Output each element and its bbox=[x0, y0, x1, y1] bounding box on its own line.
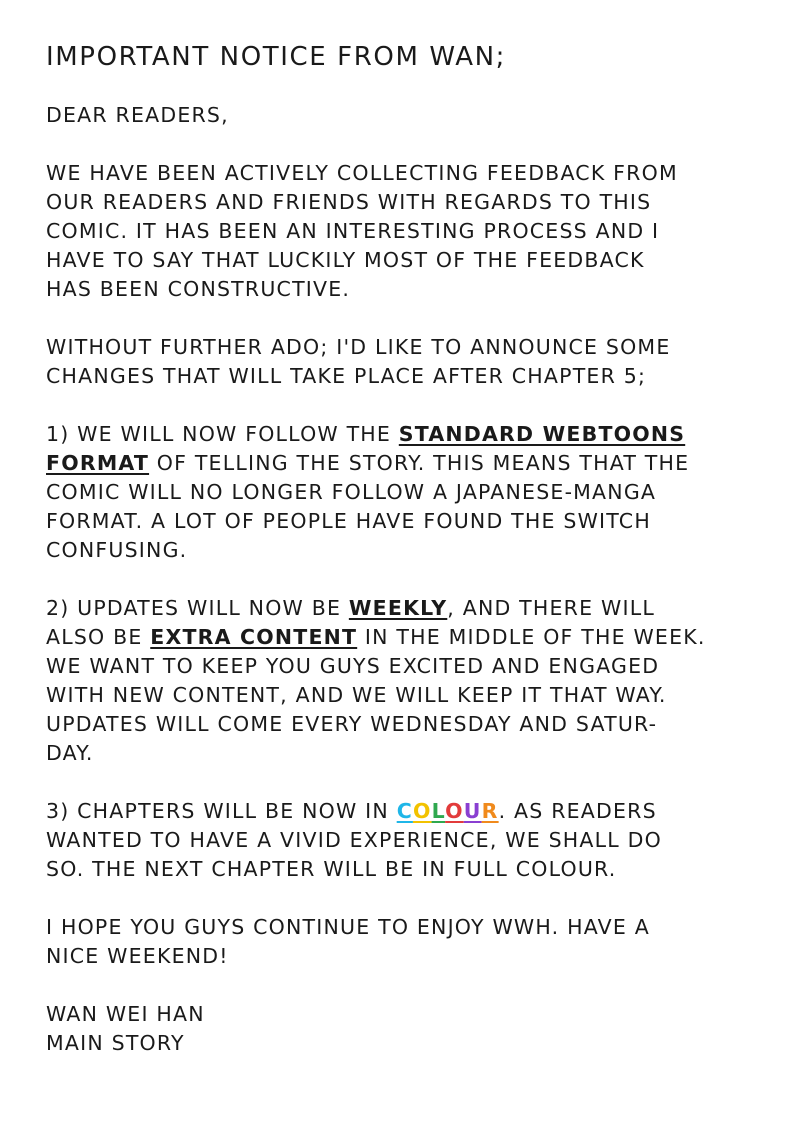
text-line: WANTED TO HAVE A VIVID EXPERIENCE, WE SHALL DO bbox=[46, 828, 662, 852]
text-line: FORMAT. A LOT OF PEOPLE HAVE FOUND THE SWITCH bbox=[46, 509, 651, 533]
text-line: HAVE TO SAY THAT LUCKILY MOST OF THE FEEDBACK bbox=[46, 248, 645, 272]
salutation: DEAR READERS, bbox=[46, 103, 229, 127]
change-item-1 bbox=[46, 420, 766, 565]
colour-letter: U bbox=[463, 799, 482, 823]
change-item-3 bbox=[46, 797, 766, 884]
text-segment: . AS READERS bbox=[498, 799, 657, 823]
change-item-2 bbox=[46, 594, 766, 768]
text-line: CHANGES THAT WILL TAKE PLACE AFTER CHAPTER 5; bbox=[46, 364, 647, 388]
text-line bbox=[46, 449, 766, 478]
text-line: CONFUSING. bbox=[46, 538, 188, 562]
text-segment: OF TELLING THE STORY. THIS MEANS THAT THE bbox=[149, 451, 690, 475]
colour-letter: O bbox=[445, 799, 464, 823]
colour-letter: O bbox=[412, 799, 432, 823]
text-line: OUR READERS AND FRIENDS WITH REGARDS TO THIS bbox=[46, 190, 652, 214]
highlight-colour bbox=[397, 799, 499, 823]
text-segment: 2) UPDATES WILL NOW BE bbox=[46, 596, 349, 620]
text-line: I HOPE YOU GUYS CONTINUE TO ENJOY WWH. HAVE A bbox=[46, 915, 650, 939]
text-line: NICE WEEKEND! bbox=[46, 944, 229, 968]
text-line: SO. THE NEXT CHAPTER WILL BE IN FULL COLOUR. bbox=[46, 857, 617, 881]
text-line bbox=[46, 623, 766, 652]
paragraph-closing bbox=[46, 913, 766, 971]
text-line: COMIC. IT HAS BEEN AN INTERESTING PROCESS AND I bbox=[46, 219, 660, 243]
colour-letter: L bbox=[431, 799, 446, 823]
signature-name: WAN WEI HAN bbox=[46, 1002, 205, 1026]
text-segment: ALSO BE bbox=[46, 625, 151, 649]
text-line: COMIC WILL NO LONGER FOLLOW A JAPANESE-MANGA bbox=[46, 480, 657, 504]
text-line: UPDATES WILL COME EVERY WEDNESDAY AND SATUR- bbox=[46, 712, 658, 736]
paragraph-feedback bbox=[46, 159, 766, 304]
highlight-standard-webtoons: STANDARD WEBTOONS bbox=[398, 422, 686, 446]
colour-letter: C bbox=[396, 799, 413, 823]
highlight-format: FORMAT bbox=[46, 451, 150, 475]
text-line: HAS BEEN CONSTRUCTIVE. bbox=[46, 277, 351, 301]
text-line: DAY. bbox=[46, 741, 94, 765]
text-line bbox=[46, 420, 766, 449]
text-segment: 1) WE WILL NOW FOLLOW THE bbox=[46, 422, 399, 446]
notice-title: IMPORTANT NOTICE FROM WAN; bbox=[46, 42, 507, 72]
text-line: WE WANT TO KEEP YOU GUYS EXCITED AND ENGAGED bbox=[46, 654, 660, 678]
text-line: WITHOUT FURTHER ADO; I'D LIKE TO ANNOUNCE SOME bbox=[46, 335, 671, 359]
signature-block bbox=[46, 1000, 766, 1058]
text-line bbox=[46, 797, 766, 826]
text-line: WITH NEW CONTENT, AND WE WILL KEEP IT THAT WAY. bbox=[46, 683, 667, 707]
highlight-extra-content: EXTRA CONTENT bbox=[150, 625, 358, 649]
text-line: WE HAVE BEEN ACTIVELY COLLECTING FEEDBACK FROM bbox=[46, 161, 678, 185]
text-line bbox=[46, 594, 766, 623]
text-segment: , AND THERE WILL bbox=[447, 596, 655, 620]
text-segment: IN THE MIDDLE OF THE WEEK. bbox=[357, 625, 706, 649]
paragraph-announcement bbox=[46, 333, 766, 391]
colour-letter: R bbox=[481, 799, 499, 823]
signature-role: MAIN STORY bbox=[46, 1031, 185, 1055]
highlight-weekly: WEEKLY bbox=[348, 596, 448, 620]
notice-document bbox=[46, 42, 766, 1058]
text-segment: 3) CHAPTERS WILL BE NOW IN bbox=[46, 799, 397, 823]
